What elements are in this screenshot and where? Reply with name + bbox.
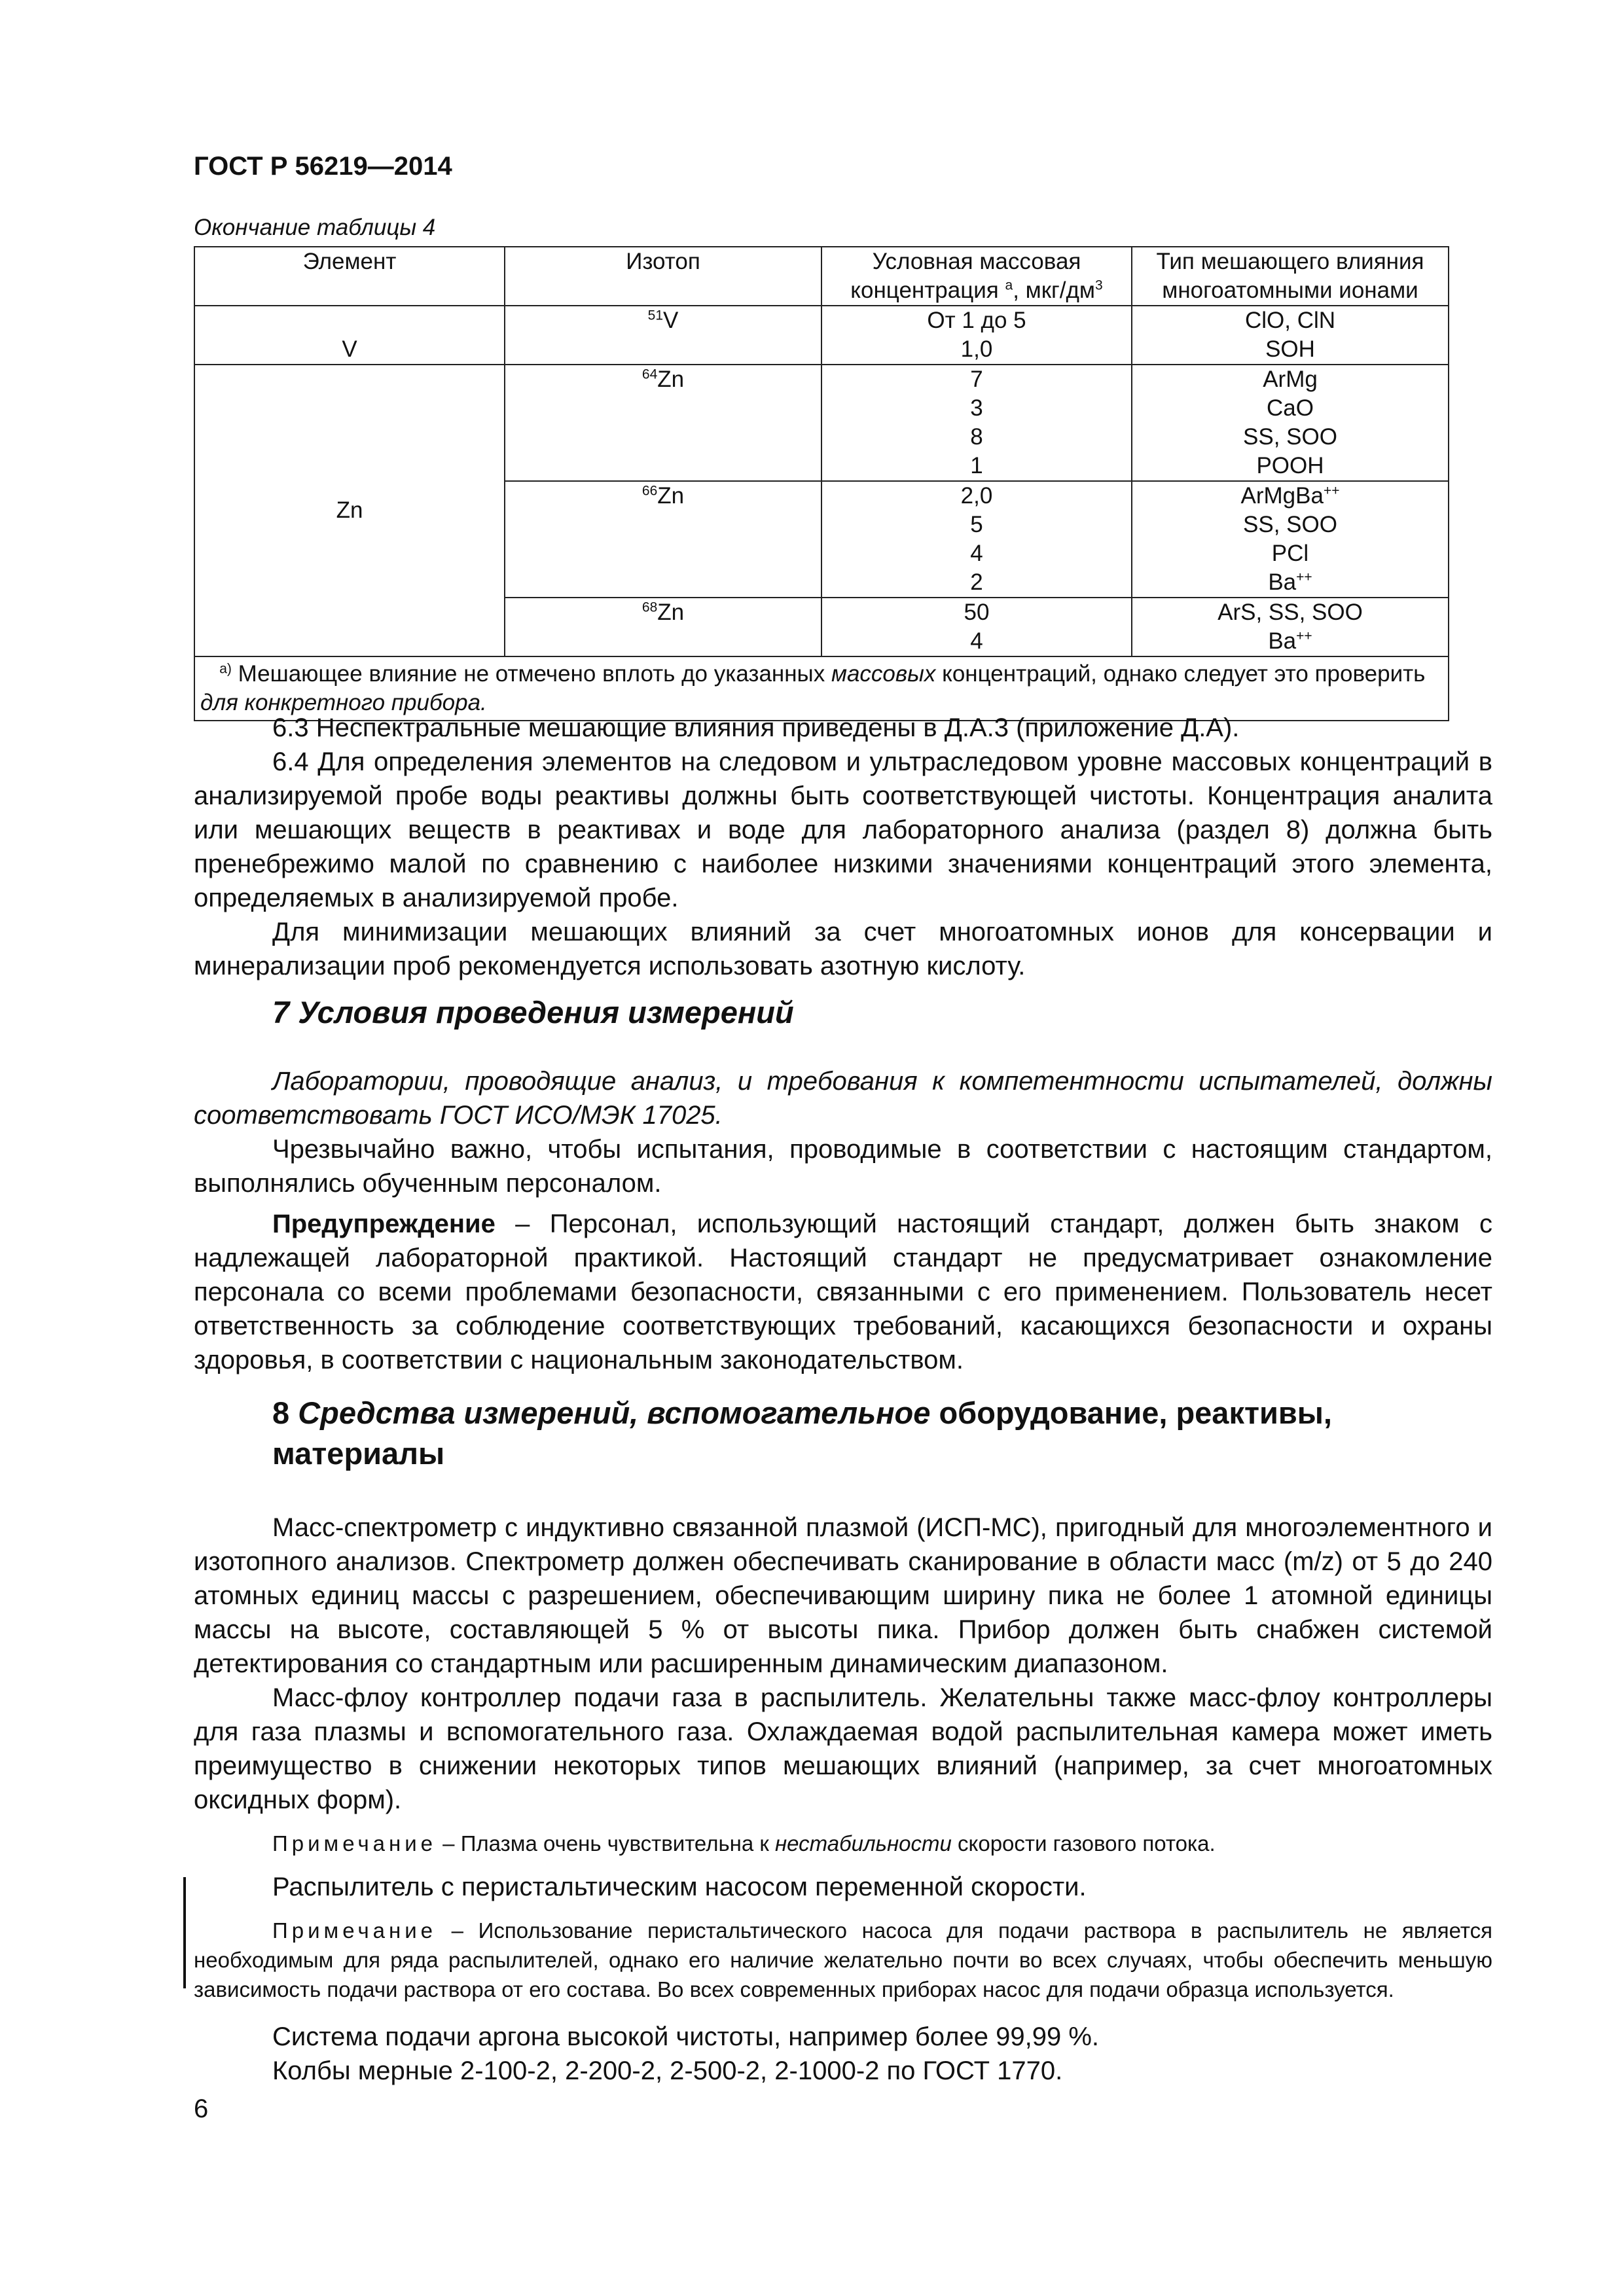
cell-conc-zn68: 50 4 bbox=[821, 598, 1132, 656]
table-header-row bbox=[194, 247, 1449, 306]
paragraph-7a: Лаборатории, проводящие анализ, и требования к компетентности испытателей, должны соответствовать ГОСТ ИСО/МЭК 17025. bbox=[194, 1067, 1492, 1130]
page-number: 6 bbox=[194, 2094, 209, 2123]
paragraph-6-3: 6.3 Неспектральные мешающие влияния приведены в Д.А.3 (приложение Д.А). bbox=[272, 713, 1240, 742]
change-bar bbox=[183, 1877, 186, 1988]
paragraph-8c: Распылитель с перистальтическим насосом переменной скорости. bbox=[272, 1873, 1087, 1901]
cell-isotope-v51: $^{51}$V bbox=[505, 306, 821, 365]
cell-element-v: V bbox=[194, 306, 505, 365]
document-header: ГОСТ Р 56219—2014 bbox=[194, 152, 452, 181]
cell-conc-zn66: 2,0 5 4 2 bbox=[821, 481, 1132, 598]
note-1: Примечание – Плазма очень чувствительна к нестабильности скорости газового потока. bbox=[272, 1831, 1216, 1856]
section-7-title: 7 Условия проведения измерений bbox=[272, 995, 794, 1030]
paragraph-6-4: 6.4 Для определения элементов на следовом и ультраследовом уровне массовых концентраций в анализируемой пробе воды реактивы должны быть соответствующей чистоты. Концентрация аналита или мешающих веществ в реактивах и воде для лабораторного анализа (раздел 8) должна быть пренебрежимо малой по сравнению с наиболее низкими значениями концентраций этого элемента, определяемых в анализируемой пробе. bbox=[194, 747, 1492, 912]
cell-element-zn: Zn bbox=[194, 365, 505, 656]
paragraph-7b: Чрезвычайно важно, чтобы испытания, проводимые в соответствии с настоящим стандартом, выполнялись обученным персоналом. bbox=[194, 1135, 1492, 1198]
cell-type-zn68: ArS, SS, SOO Ba++ bbox=[1132, 598, 1449, 656]
section-8 bbox=[194, 1393, 1492, 2088]
col-element: Элемент bbox=[194, 247, 505, 306]
cell-type-zn66: ArMgBa++ SS, SOO PCl Ba++ bbox=[1132, 481, 1449, 598]
table-row bbox=[194, 306, 1449, 365]
section-7 bbox=[194, 992, 1492, 1377]
section-8-title: 8 Средства измерений, вспомогательное оборудование, реактивы, материалы bbox=[272, 1395, 1332, 1471]
table-4 bbox=[194, 246, 1449, 721]
cell-type-zn64: ArMg CaO SS, SOO POOH bbox=[1132, 365, 1449, 481]
note-2: Примечание – Использование перистальтического насоса для подачи раствора в распылитель не является необходимым для ряда распылителей, однако его наличие желательно почти во всех случаях, чтобы обеспечить меньшую зависимость подачи раствора от его состава. Во всех современных приборах насос для подачи образца используется. bbox=[194, 1918, 1492, 2001]
paragraph-8d: Система подачи аргона высокой чистоты, например более 99,99 %. bbox=[272, 2022, 1100, 2051]
table-row bbox=[194, 365, 1449, 481]
table-footnote: $^{а)}$ Мешающее влияние не отмечено вплоть до указанных массовых концентраций, однако следует это проверить для конкретного прибора. bbox=[194, 656, 1449, 721]
cell-isotope-zn68: $^{68}$Zn bbox=[505, 598, 821, 656]
paragraph-7-warning: Предупреждение – Персонал, использующий настоящий стандарт, должен быть знаком с надлежащей лабораторной практикой. Настоящий стандарт не предусматривает ознакомление персонала со всеми проблемами безопасности, связанными с его применением. Пользователь несет ответственность за соблюдение соответствующих требований, касающихся безопасности и охраны здоровья, в соответствии с национальным законодательством. bbox=[194, 1210, 1492, 1374]
col-isotope: Изотоп bbox=[505, 247, 821, 306]
cell-conc-zn64: 7 3 8 1 bbox=[821, 365, 1132, 481]
paragraph-6-4b: Для минимизации мешающих влияний за счет многоатомных ионов для консервации и минерализации проб рекомендуется использовать азотную кислоту. bbox=[194, 918, 1492, 980]
paragraph-8b: Масс-флоу контроллер подачи газа в распылитель. Желательны также масс-флоу контроллеры для газа плазмы и вспомогательного газа. Охлаждаемая водой распылительная камера может иметь преимущество в снижении некоторых типов мешающих влияний (например, за счет многоатомных оксидных форм). bbox=[194, 1683, 1492, 1814]
col-concentration: Условная массовая концентрация $^а$, мкг/$дм^3$ bbox=[821, 247, 1132, 306]
table-caption: Окончание таблицы 4 bbox=[194, 215, 436, 240]
cell-isotope-zn64: $^{64}$Zn bbox=[505, 365, 821, 481]
section-6-text bbox=[194, 711, 1492, 983]
paragraph-8e: Колбы мерные 2-100-2, 2-200-2, 2-500-2, 2-1000-2 по ГОСТ 1770. bbox=[272, 2056, 1063, 2085]
paragraph-8a: Масс-спектрометр с индуктивно связанной плазмой (ИСП-МС), пригодный для многоэлементного и изотопного анализов. Спектрометр должен обеспечивать сканирование в области масс (m/z) от 5 до 240 атомных единиц массы с разрешением, обеспечивающим ширину пика не более 1 атомной единицы массы на высоте, составляющей 5 % от высоты пика. Прибор должен быть снабжен системой детектирования со стандартным или расширенным динамическим диапазоном. bbox=[194, 1513, 1492, 1678]
cell-isotope-zn66: $^{66}$Zn bbox=[505, 481, 821, 598]
col-interference-type: Тип мешающего влияния многоатомными ионами bbox=[1132, 247, 1449, 306]
cell-conc-v: От 1 до 5 1,0 bbox=[821, 306, 1132, 365]
cell-type-v: ClO, ClN SOH bbox=[1132, 306, 1449, 365]
